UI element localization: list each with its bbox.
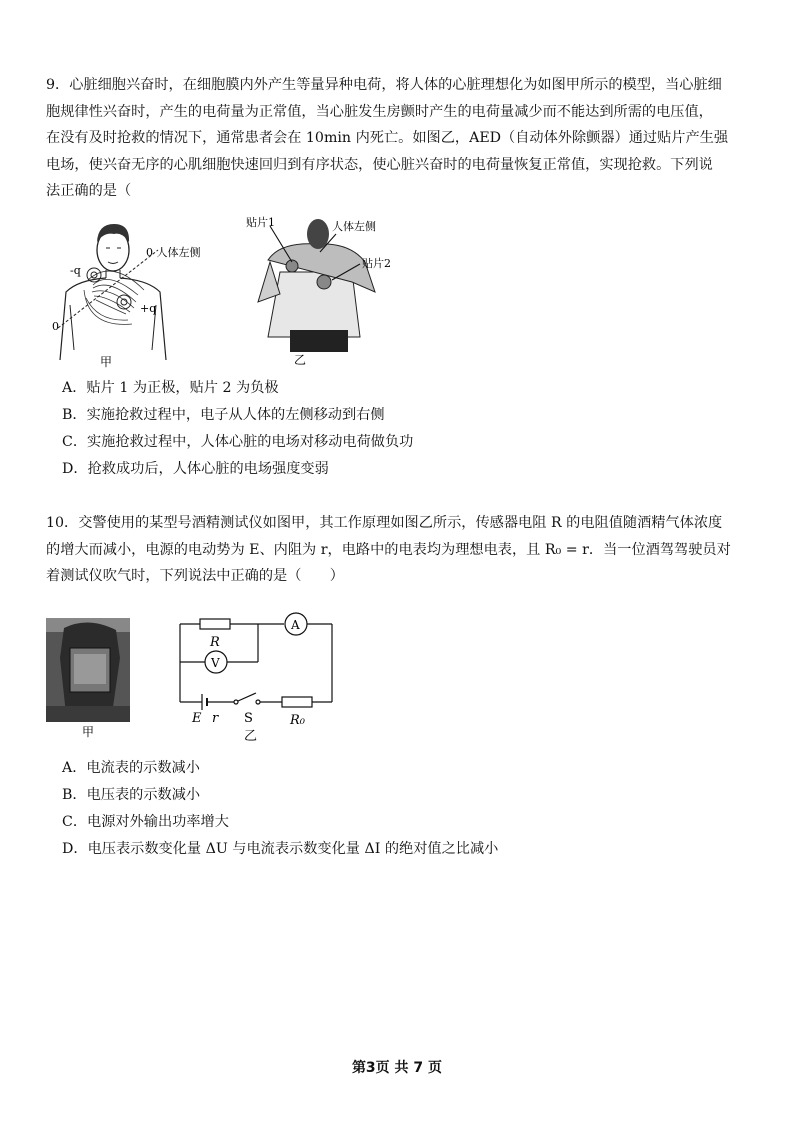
q9-jia-caption: 甲 — [100, 355, 113, 369]
circuit-label-v: V — [211, 656, 220, 670]
resistor-r — [200, 619, 230, 629]
q9-option-a: A．贴片 1 为正极，贴片 2 为负极 — [62, 380, 279, 396]
q9-yi-left-side: 人体左侧 — [332, 220, 376, 233]
q9-jia-label-left-side: 0 人体左侧 — [146, 246, 201, 259]
q9-jia-minus-q: -q — [70, 264, 81, 277]
q9-yi-patch2: 贴片2 — [362, 257, 391, 270]
q9-option-d: D．抢救成功后，人体心脏的电场强度变弱 — [62, 461, 329, 477]
question-9-stem — [46, 72, 752, 205]
q9-line-5: 法正确的是（ — [46, 183, 132, 199]
q9-jia-zero: 0 — [52, 320, 59, 333]
q9-yi-caption: 乙 — [294, 353, 307, 367]
q9-line-3: 在没有及时抢救的情况下，通常患者会在 10min 内死亡。如图乙，AED（自动体外除颤器）通过贴片产生强 — [46, 130, 729, 146]
circuit-label-a: A — [291, 618, 300, 632]
q9-line-2: 胞规律性兴奋时，产生的电荷量为正常值，当心脏发生房颤时产生的电荷量减少而不能达到所需的电压值， — [46, 103, 713, 120]
q10-option-c: C．电源对外输出功率增大 — [62, 814, 229, 830]
q10-line-1: 10．交警使用的某型号酒精测试仪如图甲，其工作原理如图乙所示，传感器电阻 R 的电阻值随酒精气体浓度 — [46, 515, 723, 531]
q10-line-2: 的增大而减小，电源的电动势为 E、内阻为 r，电路中的电表均为理想电表，且 R₀ = r．当一位酒驾驾驶员对 — [46, 541, 731, 558]
switch-s — [238, 693, 256, 701]
resistor-r0 — [282, 697, 312, 707]
circuit-label-s: S — [244, 711, 253, 726]
q9-line-4: 电场，使兴奋无序的心肌细胞快速回归到有序状态，使心脏兴奋时的电荷量恢复正常值，实现抢救。下列说 — [46, 156, 713, 173]
q9-line-1: 9．心脏细胞兴奋时，在细胞膜内外产生等量异种电荷，将人体的心脏理想化为如图甲所示的模型，当心脏细 — [46, 77, 722, 93]
q9-yi-patch1: 贴片1 — [246, 216, 275, 229]
q10-option-a: A．电流表的示数减小 — [62, 760, 200, 776]
circuit-label-r: R — [210, 635, 220, 650]
q9-jia-plus-q: +q — [140, 302, 157, 315]
q9-figure-yi — [240, 212, 420, 372]
q9-figure-jia — [48, 210, 228, 370]
circuit-caption: 乙 — [244, 729, 258, 744]
circuit-label-e: E — [192, 711, 202, 726]
q10-line-3: 着测试仪吹气时，下列说法中正确的是（ ） — [46, 568, 344, 584]
page-footer: 第3页 共 7 页 — [351, 1060, 443, 1076]
q10-option-b: B．电压表的示数减小 — [62, 787, 201, 803]
q10-jia-caption: 甲 — [82, 725, 95, 738]
q9-option-b: B．实施抢救过程中，电子从人体的左侧移动到右侧 — [62, 407, 385, 423]
circuit-label-r0: R₀ — [290, 713, 305, 728]
q9-option-c: C．实施抢救过程中，人体心脏的电场对移动电荷做负功 — [62, 434, 414, 450]
question-10-stem — [46, 510, 752, 590]
q10-circuit-yi — [170, 610, 340, 745]
q10-figure-jia — [46, 618, 130, 738]
circuit-label-r-internal: r — [212, 711, 219, 726]
q10-option-d: D．电压表示数变化量 ΔU 与电流表示数变化量 ΔI 的绝对值之比减小 — [62, 841, 499, 857]
